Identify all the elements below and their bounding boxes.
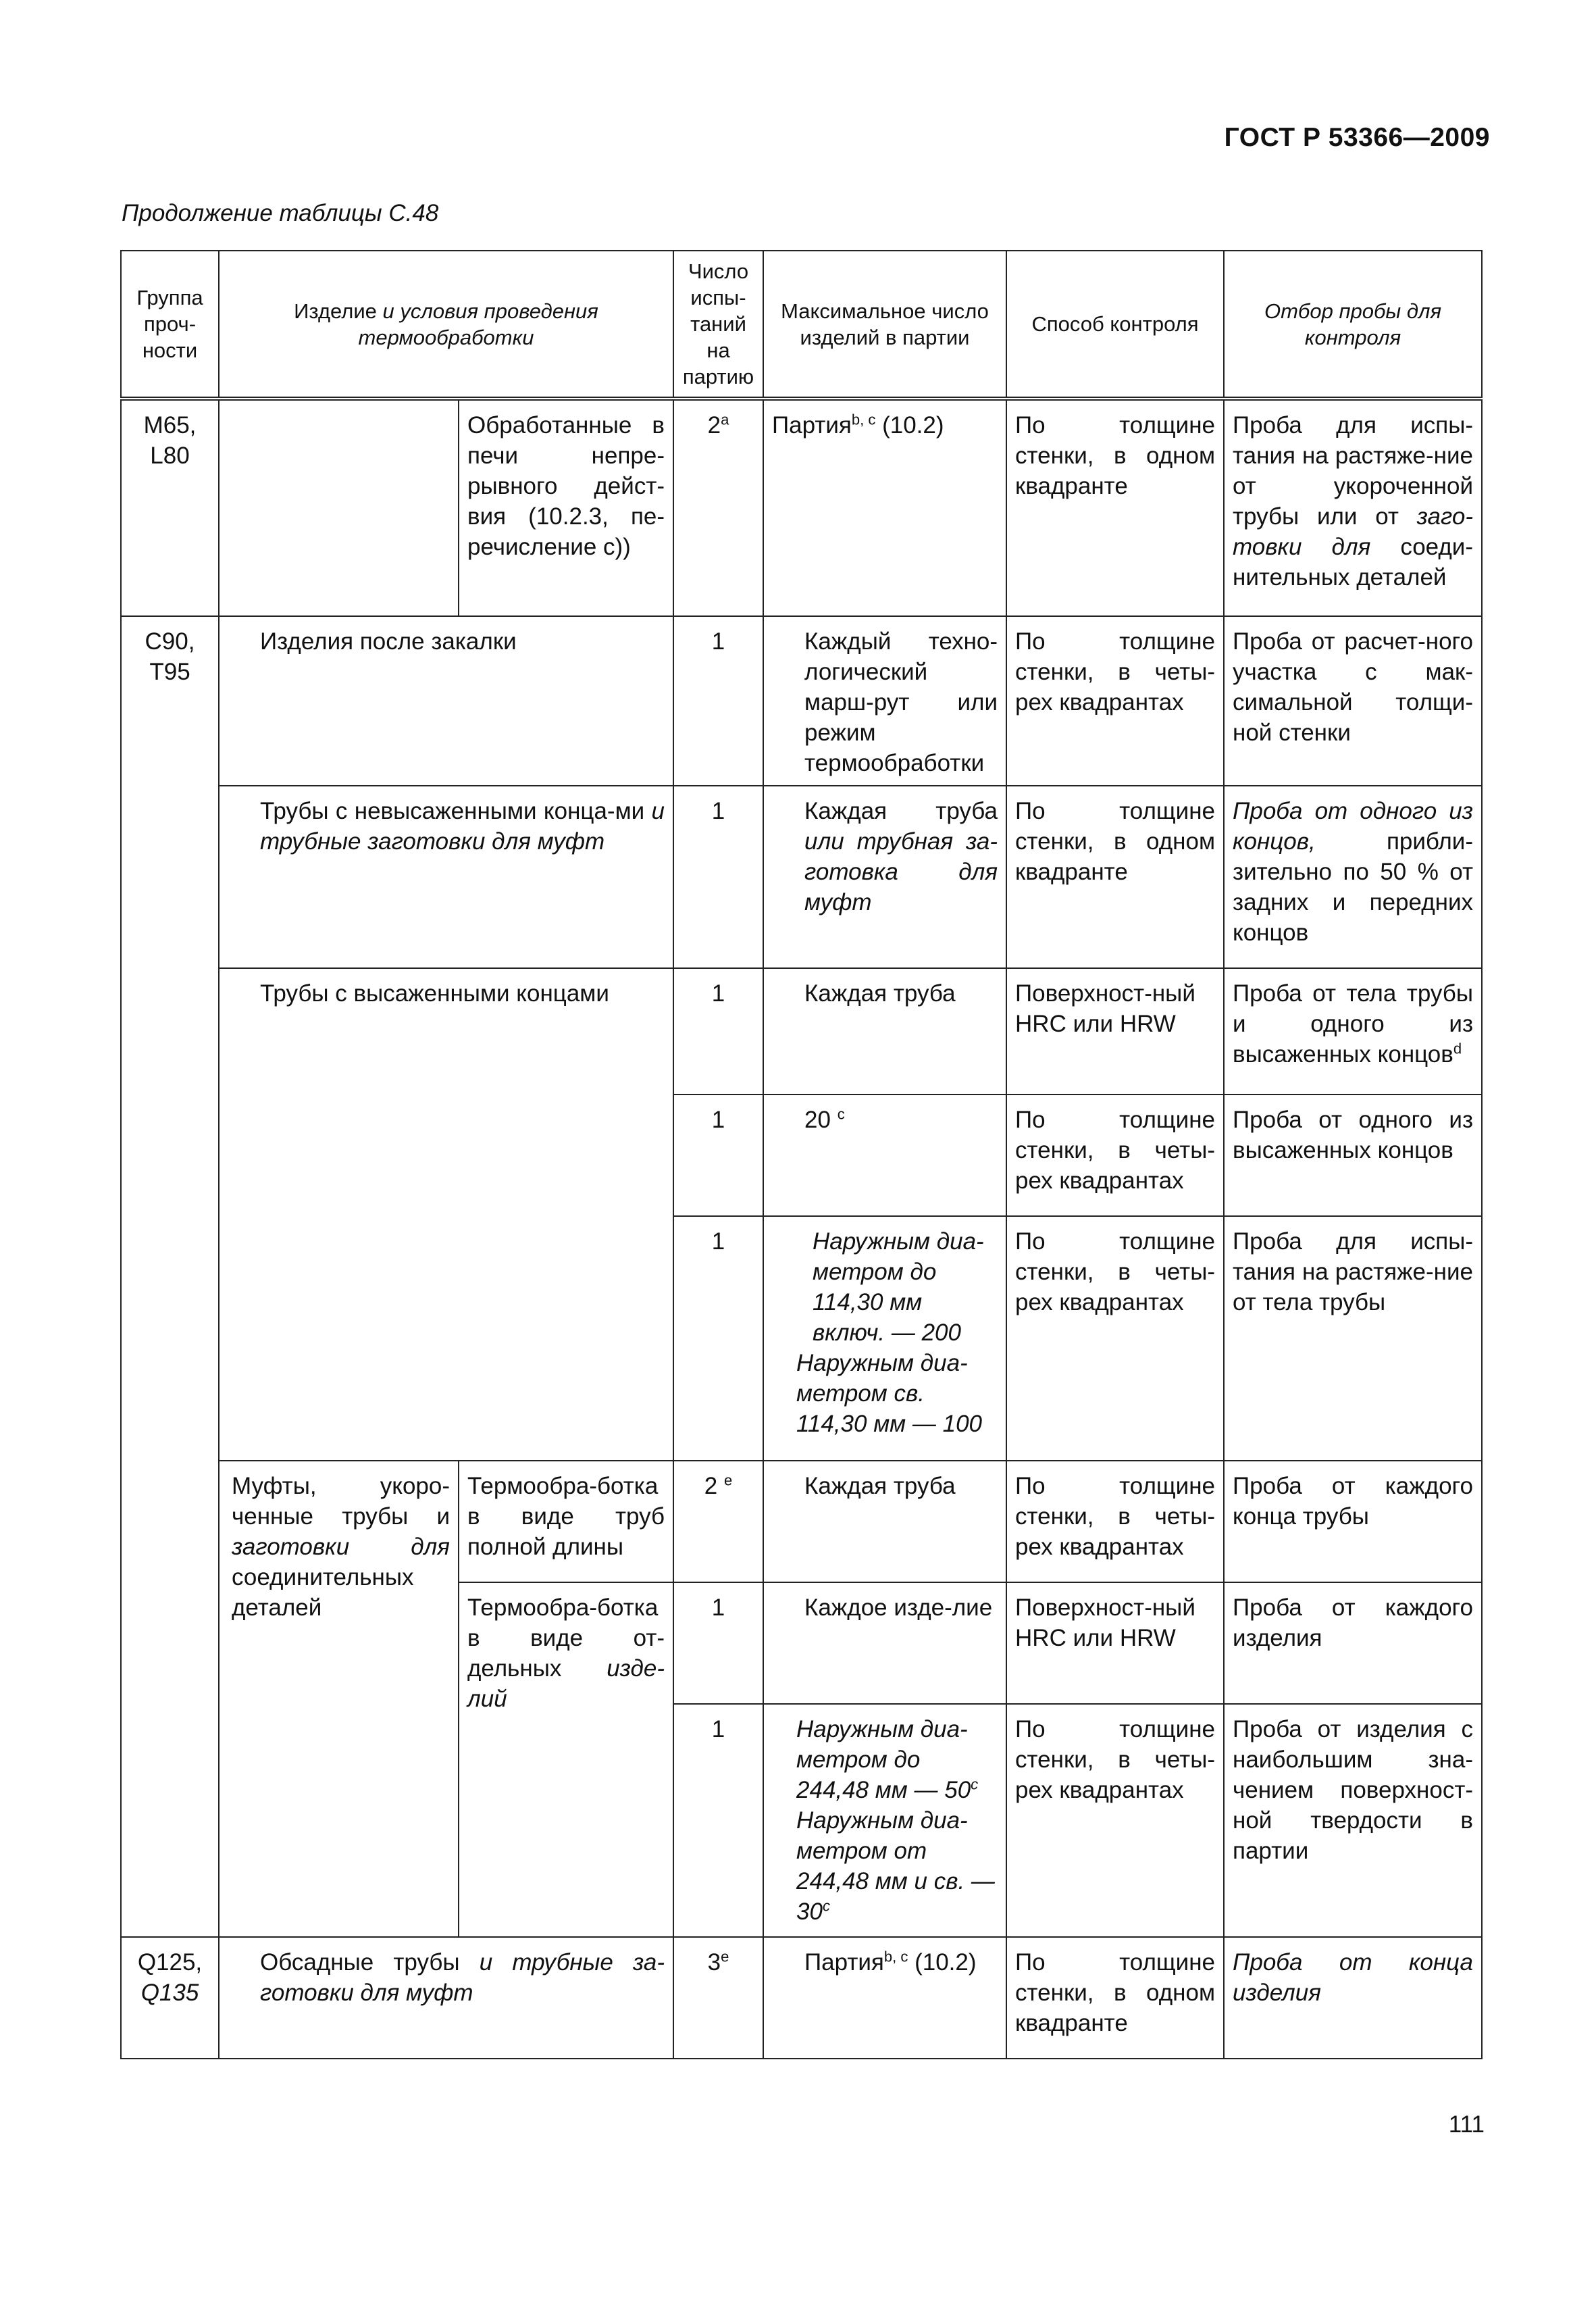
max-items-cell: [763, 399, 1006, 616]
method-cell: По толщине стенки, в четы-рех квадрантах: [1006, 616, 1224, 786]
footnote-mark: b, c: [851, 411, 876, 428]
product-text-b: заготовки для: [232, 1534, 450, 1560]
product-cell: Трубы с высаженными концами: [219, 968, 673, 1461]
footnote-mark: c: [822, 1897, 830, 1915]
table-row: [121, 968, 1482, 1095]
max-line-1: [772, 1714, 998, 1805]
product-cell: [219, 786, 673, 968]
sample-cell: [1224, 786, 1482, 968]
sample-cell: Проба от конца изделия: [1224, 1937, 1482, 2059]
col-header-method: Способ контроля: [1006, 251, 1224, 399]
tests-value: 2: [704, 1473, 718, 1499]
footnote-mark: e: [723, 1472, 733, 1489]
max-value: 20: [804, 1107, 831, 1133]
condition-cell: [459, 1582, 673, 1937]
product-cell: [219, 399, 459, 616]
method-cell: По толщине стенки, в одном квадранте: [1006, 399, 1224, 616]
footnote-mark: e: [721, 1948, 729, 1965]
sample-cell: [1224, 399, 1482, 616]
sampling-table: [120, 250, 1483, 2059]
tests-cell: 1: [673, 1216, 763, 1461]
product-cell: Изделия после закалки: [219, 616, 673, 786]
max-items-cell: Каждый техно-логический марш-рут или режим термообработки: [763, 616, 1006, 786]
product-text-a: Трубы с невысаженными конца-ми: [260, 798, 652, 824]
max-reference: (10.2): [908, 1949, 977, 1976]
table-row: [121, 1937, 1482, 2059]
tests-cell: 1: [673, 968, 763, 1095]
tests-cell: [673, 1937, 763, 2059]
group-cell: [121, 1937, 219, 2059]
table-row: [121, 616, 1482, 786]
sample-cell: Проба для испы-тания на растяже-ние от тела трубы: [1224, 1216, 1482, 1461]
condition-text-a: Термообра-ботка в виде от-дельных: [467, 1594, 665, 1682]
product-text-b: и трубные за-готовки для муфт: [260, 1949, 665, 2006]
tests-value: 2: [707, 412, 721, 438]
table-row: [121, 786, 1482, 968]
page-number: 111: [1448, 2111, 1485, 2138]
product-text-a: Обсадные трубы: [260, 1949, 480, 1976]
method-cell: По толщине стенки, в одном квадранте: [1006, 786, 1224, 968]
footnote-mark: b, c: [883, 1948, 908, 1965]
table-row: [121, 399, 1482, 616]
tests-cell: [673, 1461, 763, 1582]
tests-cell: 1: [673, 786, 763, 968]
product-text-a: Муфты, укоро-ченные трубы и: [232, 1473, 450, 1530]
max-text-b: или трубная за-готовка для муфт: [804, 828, 998, 915]
document-standard-header: ГОСТ Р 53366—2009: [1224, 123, 1490, 152]
col-header-group: Группа проч-ности: [121, 251, 219, 399]
sample-cell: [1224, 968, 1482, 1095]
product-text-c: соединительных деталей: [232, 1564, 414, 1621]
method-cell: По толщине стенки, в четы-рех квадрантах: [1006, 1461, 1224, 1582]
method-cell: По толщине стенки, в одном квадранте: [1006, 1937, 1224, 2059]
max-items-cell: [763, 1216, 1006, 1461]
table-header-row: [121, 251, 1482, 399]
sample-cell: Проба от каждого конца трубы: [1224, 1461, 1482, 1582]
condition-cell: Термообра-ботка в виде труб полной длины: [459, 1461, 673, 1582]
sample-text-b: прибли-зительно по 50 % от задних и передних концов: [1233, 828, 1474, 946]
tests-value: 3: [707, 1949, 721, 1976]
col-header-tests: Число испы-таний на партию: [673, 251, 763, 399]
max-text-a: Каждая труба: [804, 798, 998, 824]
footnote-mark: c: [837, 1105, 845, 1123]
max-line-2: Наружным диа-метром св. 114,30 мм — 100: [796, 1350, 983, 1437]
group-cell-continuation: [121, 1216, 219, 1937]
max-items-cell: [763, 1937, 1006, 2059]
max-line-2: [772, 1805, 998, 1927]
sample-cell: Проба от изделия с наибольшим зна-чением поверхност-ной твердости в партии: [1224, 1704, 1482, 1937]
max-items-cell: [763, 786, 1006, 968]
max-line-1: Наружным диа-метром до 114,30 мм включ. — 200: [813, 1228, 984, 1346]
method-cell: Поверхност-ный HRC или HRW: [1006, 1582, 1224, 1704]
max-items-cell: Каждая труба: [763, 968, 1006, 1095]
group-line-1: Q125,: [137, 1949, 203, 1976]
tests-cell: 1: [673, 1095, 763, 1216]
max-items-cell: [763, 1704, 1006, 1937]
method-cell: По толщине стенки, в четы-рех квадрантах: [1006, 1095, 1224, 1216]
col-header-product-italic: и условия проведения термообработки: [358, 299, 598, 349]
max-items-cell: Каждая труба: [763, 1461, 1006, 1582]
tests-cell: 1: [673, 1704, 763, 1937]
group-line-2: Q135: [140, 1980, 199, 2006]
max-value: Партия: [804, 1949, 884, 1976]
max-line-2-text: Наружным диа-метром от 244,48 мм и св. — 30: [796, 1807, 995, 1925]
max-value: Партия: [772, 412, 852, 438]
product-cell: [219, 1937, 673, 2059]
table-row: [121, 1461, 1482, 1582]
method-cell: По толщине стенки, в четы-рех квадрантах: [1006, 1216, 1224, 1461]
max-line-1-text: Наружным диа-метром до 244,48 мм — 50: [796, 1716, 971, 1803]
method-cell: Поверхност-ный HRC или HRW: [1006, 968, 1224, 1095]
footnote-mark: d: [1453, 1040, 1462, 1057]
group-cell: М65, L80: [121, 399, 219, 616]
tests-cell: 1: [673, 1582, 763, 1704]
table-continuation-caption: Продолжение таблицы С.48: [122, 200, 439, 226]
col-header-sample: Отбор пробы для контроля: [1224, 251, 1482, 399]
condition-text-b: изде-лий: [467, 1655, 665, 1712]
sample-text-a: Проба от одного из концов,: [1233, 798, 1474, 855]
max-reference: (10.2): [875, 412, 944, 438]
tests-cell: [673, 399, 763, 616]
product-cell: [219, 1461, 459, 1937]
sample-text-c: соеди-нительных деталей: [1233, 534, 1474, 590]
sample-cell: Проба от одного из высаженных концов: [1224, 1095, 1482, 1216]
col-header-max-items: Максимальное число изделий в партии: [763, 251, 1006, 399]
method-cell: По толщине стенки, в четы-рех квадрантах: [1006, 1704, 1224, 1937]
group-cell: С90, Т95: [121, 616, 219, 1216]
sample-cell: Проба от каждого изделия: [1224, 1582, 1482, 1704]
col-header-product: [219, 251, 673, 399]
max-items-cell: Каждое изде-лие: [763, 1582, 1006, 1704]
sample-text-a: Проба для испы-тания на растяже-ние от укороченной трубы или от: [1233, 412, 1474, 530]
col-header-product-plain: Изделие: [294, 299, 383, 323]
max-items-cell: [763, 1095, 1006, 1216]
condition-cell: Обработанные в печи непре-рывного дейст-вия (10.2.3, пе-речисление с)): [459, 399, 673, 616]
footnote-mark: c: [971, 1776, 979, 1793]
sample-cell: Проба от расчет-ного участка с мак-симальной толщи-ной стенки: [1224, 616, 1482, 786]
tests-cell: 1: [673, 616, 763, 786]
footnote-mark: a: [721, 411, 729, 428]
sample-text: Проба от тела трубы и одного из высаженных концов: [1233, 980, 1474, 1067]
sample-text-b: заго-товки для: [1233, 503, 1474, 560]
product-text-b: и трубные заготовки для муфт: [260, 798, 665, 855]
